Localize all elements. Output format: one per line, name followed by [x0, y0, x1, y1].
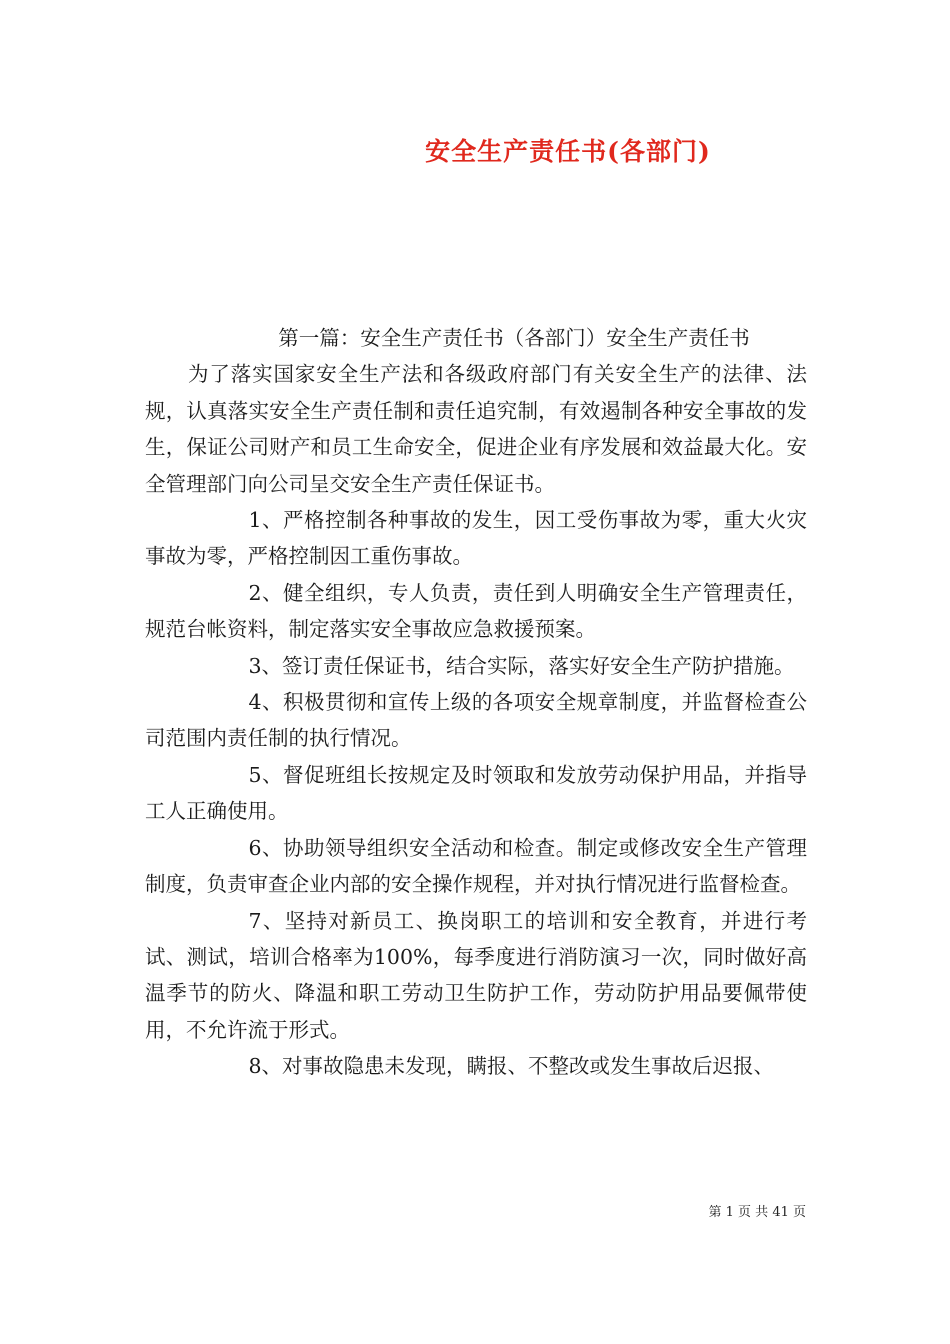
- paragraph-intro: 为了落实国家安全生产法和各级政府部门有关安全生产的法律、法规，认真落实安全生产责任制和责任追究制，有效遏制各种安全事故的发生，保证公司财产和员工生命安全，促进企业有序发展和效益最大化。安全管理部门向公司呈交安全生产责任保证书。: [145, 362, 807, 496]
- document-title: 安全生产责任书(各部门): [425, 137, 711, 166]
- paragraph-item-4: 4、积极贯彻和宣传上级的各项安全规章制度，并监督检查公司范围内责任制的执行情况。: [145, 690, 807, 751]
- paragraph-item-1: 1、严格控制各种事故的发生，因工受伤事故为零，重大火灾事故为零，严格控制因工重伤事故。: [145, 508, 807, 569]
- paragraph-item-3: 3、签订责任保证书，结合实际，落实好安全生产防护措施。: [248, 653, 795, 678]
- paragraph-item-5: 5、督促班组长按规定及时领取和发放劳动保护用品，并指导工人正确使用。: [145, 762, 807, 824]
- page-number-footer: 第 1 页 共 41 页: [708, 1205, 806, 1220]
- paragraph-item-6: 6、协助领导组织安全活动和检查。制定或修改安全生产管理制度，负责审查企业内部的安全操作规程，并对执行情况进行监督检查。: [145, 835, 807, 897]
- paragraph-item-7: 7、坚持对新员工、换岗职工的培训和安全教育，并进行考试、测试，培训合格率为100%，每季度进行消防演习一次，同时做好高温季节的防火、降温和职工劳动卫生防护工作，劳动防护用品要佩带使用，不允许流于形式。: [145, 908, 807, 1042]
- paragraph-item-8: 8、对事故隐患未发现，瞒报、不整改或发生事故后迟报、: [248, 1054, 775, 1079]
- paragraph-item-2: 2、健全组织，专人负责，责任到人明确安全生产管理责任，规范台帐资料，制定落实安全事故应急救援预案。: [145, 580, 807, 642]
- paragraph-heading: 第一篇：安全生产责任书（各部门）安全生产责任书: [278, 326, 750, 350]
- document-body: [145, 320, 807, 1085]
